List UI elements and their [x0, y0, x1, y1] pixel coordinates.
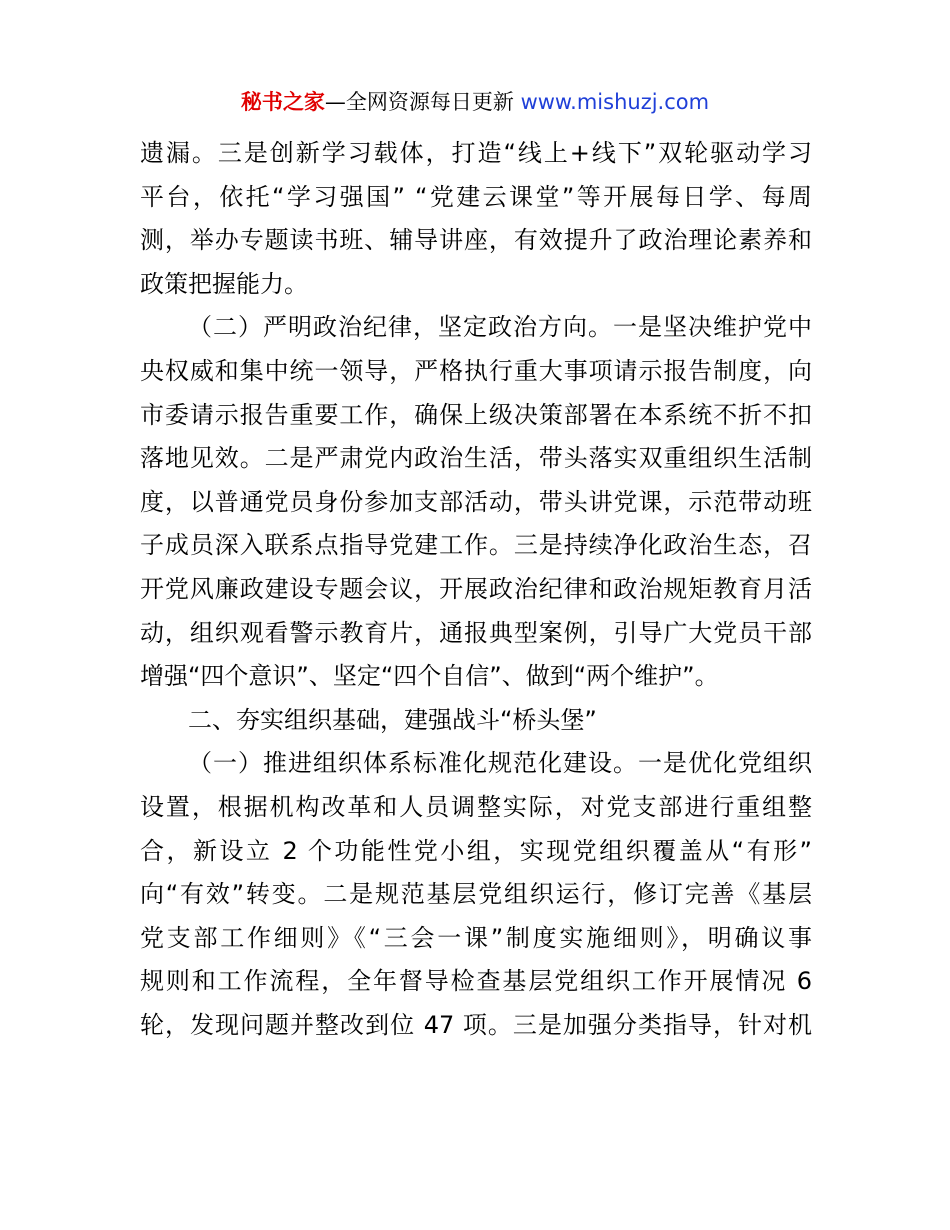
text-line: 增强“四个意识”、坚定“四个自信”、做到“两个维护”。	[140, 662, 719, 691]
text-line: 子成员深入联系点指导党建工作。三是持续净化政治生态，召	[140, 531, 812, 560]
text-line: 遗漏。三是创新学习载体，打造“线上+线下”双轮驱动学习	[140, 139, 812, 167]
text-line: （二）严明政治纪律，坚定政治方向。一是坚决维护党中	[188, 313, 812, 342]
brand-name: 秘书之家	[240, 90, 325, 114]
text-line: 市委请示报告重要工作，确保上级决策部署在本系统不折不扣	[140, 400, 812, 429]
text-line: 度，以普通党员身份参加支部活动，带头讲党课，示范带动班	[140, 487, 812, 516]
text-line: （一）推进组织体系标准化规范化建设。一是优化党组织	[188, 749, 812, 778]
text-line: 央权威和集中统一领导，严格执行重大事项请示报告制度，向	[140, 356, 812, 385]
text-line: 测，举办专题读书班、辅导讲座，有效提升了政治理论素养和	[140, 226, 812, 255]
text-line: 党支部工作细则》《“三会一课”制度实施细则》，明确议事	[140, 923, 812, 952]
text-line: 向“有效”转变。二是规范基层党组织运行，修订完善《基层	[140, 880, 812, 909]
document-body	[140, 132, 812, 1047]
text-line: 轮，发现问题并整改到位 47 项。三是加强分类指导，针对机	[140, 1010, 812, 1039]
text-line: 平台，依托“学习强国” “党建云课堂”等开展每日学、每周	[140, 182, 812, 211]
text-line: 动，组织观看警示教育片，通报典型案例，引导广大党员干部	[140, 618, 812, 647]
text-line: 设置，根据机构改革和人员调整实际，对党支部进行重组整	[140, 792, 812, 821]
text-line: 落地见效。二是严肃党内政治生活，带头落实双重组织生活制	[140, 444, 812, 473]
website-link[interactable]: www.mishuzj.com	[520, 90, 710, 114]
text-line: 政策把握能力。	[140, 269, 308, 298]
header-slogan: —全网资源每日更新	[324, 90, 521, 114]
section-heading: 二、夯实组织基础，建强战斗“桥头堡”	[188, 705, 597, 734]
text-line: 合，新设立 2 个功能性党小组，实现党组织覆盖从“有形”	[140, 836, 812, 865]
text-line: 开党风廉政建设专题会议，开展政治纪律和政治规矩教育月活	[140, 574, 812, 603]
page-header	[0, 86, 950, 118]
text-line: 规则和工作流程，全年督导检查基层党组织工作开展情况 6	[140, 967, 812, 996]
